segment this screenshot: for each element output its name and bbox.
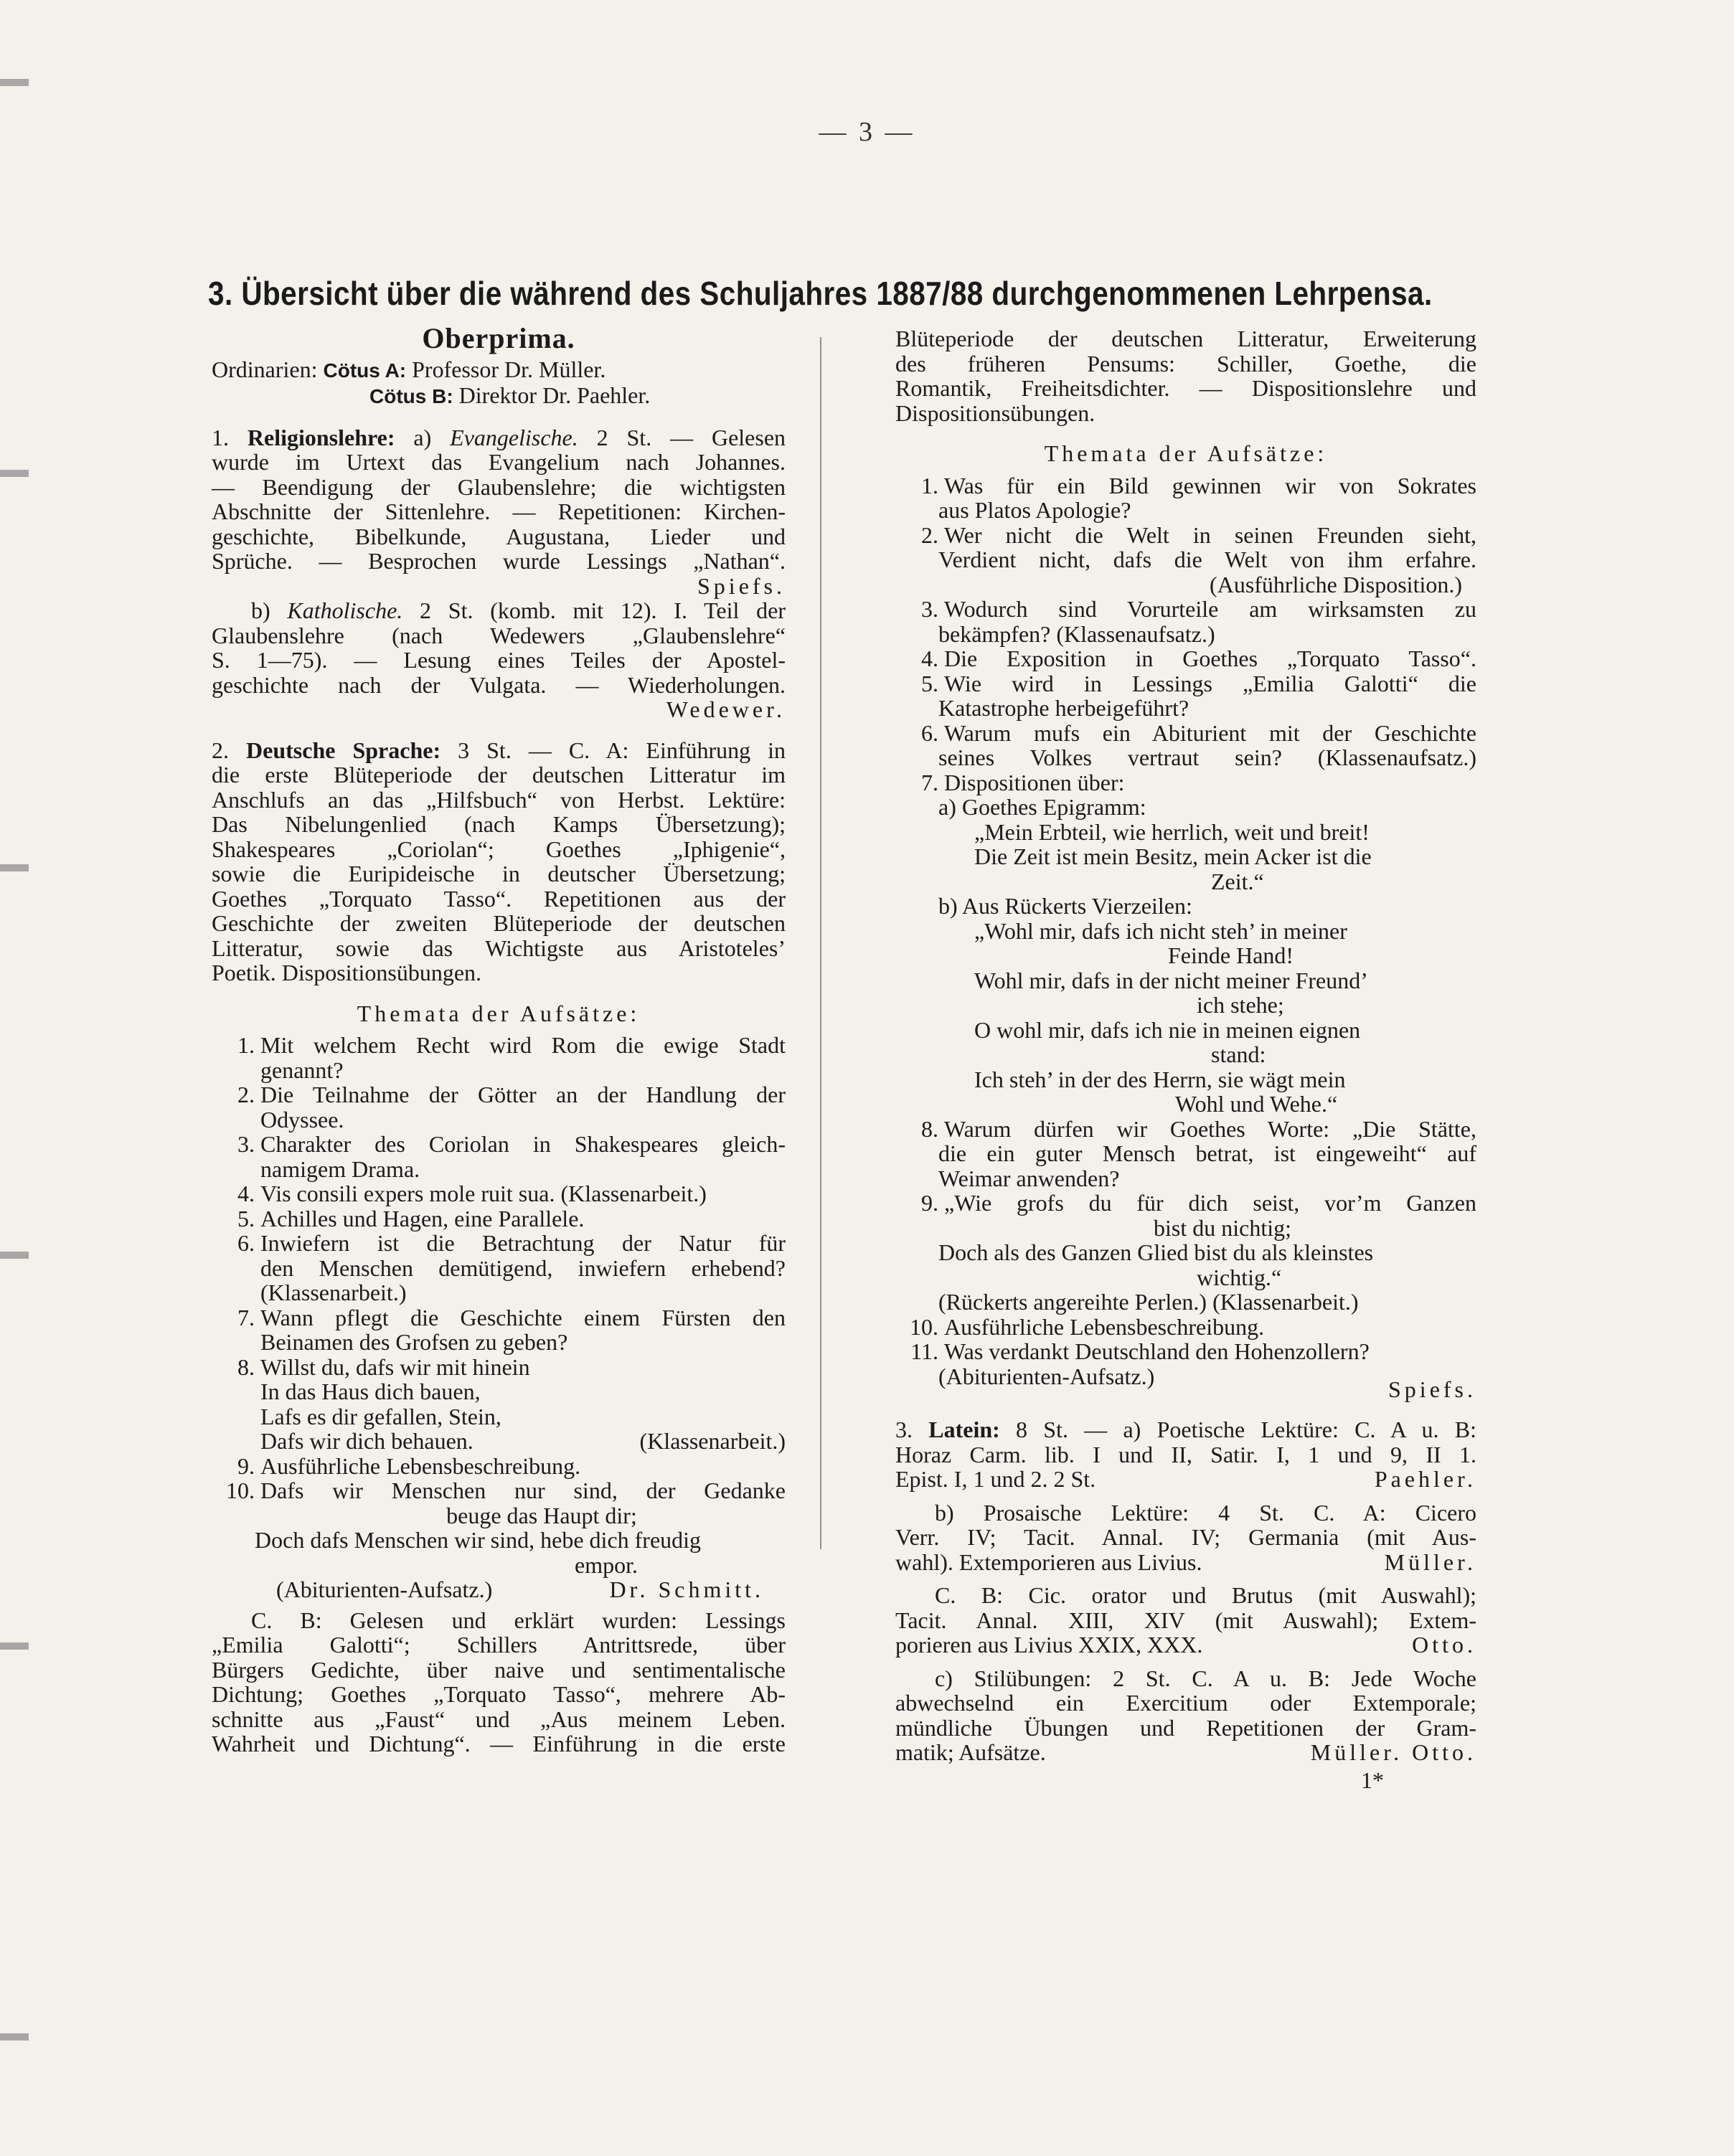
thema-number: 3. [921, 596, 938, 622]
thema10-note: (Abiturienten-Aufsatz.) [276, 1576, 493, 1602]
thema-item [212, 1280, 786, 1305]
thema-line: Wodurch sind Vorurteile am wirksamsten zu [944, 596, 1476, 622]
deutsch-title: Deutsche Sprache: [246, 737, 441, 763]
cb-line: Dichtung; Goethes „Torquato Tasso“, mehrere Ab- [212, 1681, 786, 1707]
column-divider [820, 337, 821, 1549]
cb-line: „Emilia Galotti“; Schillers Antrittsrede, über [212, 1632, 786, 1658]
thema-number: 5. [921, 670, 938, 696]
thema-line: Wann pflegt die Geschichte einem Fürsten den [260, 1304, 786, 1330]
thema-item [895, 721, 1476, 746]
deutsch-line: Litteratur, sowie das Wichtigste aus Aristoteles’ [212, 935, 786, 961]
thema-item [212, 1082, 786, 1107]
thema-line: Willst du, dafs wir mit hinein [260, 1353, 530, 1380]
thema9-text: Ausführliche Lebensbeschreibung. [260, 1452, 581, 1479]
thema-number [212, 1157, 260, 1182]
deutsch-line: Geschichte der zweiten Blüteperiode der deutschen [212, 910, 786, 936]
deutsch-line: die erste Blüteperiode der deutschen Litteratur im [212, 762, 786, 788]
latein-c-line: abwechselnd ein Exercitium oder Extemporale; [895, 1690, 1476, 1716]
themata-heading-right: Themata der Aufsätze: [1044, 440, 1328, 466]
thema-item [212, 1305, 786, 1330]
thema-number: 8. [921, 1115, 938, 1142]
latein-b-teacher: Müller. [1384, 1549, 1476, 1575]
thema-line: den Menschen demütigend, inwiefern erhebend? [260, 1254, 786, 1281]
coetus-b-person: Direktor Dr. Paehler. [458, 382, 651, 408]
religion-b-line: Glaubenslehre (nach Wedewers „Glaubenslehre“ [212, 622, 786, 648]
thema-line: namigem Drama. [260, 1155, 420, 1182]
verse-line: Wohl mir, dafs in der nicht meiner Freund’ [974, 967, 1368, 993]
thema-line: Beinamen des Grofsen zu geben? [260, 1329, 568, 1355]
latein-cb-line3 [895, 1632, 1476, 1658]
thema-line: Inwiefern ist die Betrachtung der Natur für [260, 1230, 786, 1256]
thema-line: Verdient nicht, dafs die Welt von ihm erfahre. [938, 547, 1476, 572]
thema-item [212, 1429, 786, 1454]
verse-line: ich stehe; [1197, 992, 1284, 1018]
thema-item [212, 1231, 786, 1256]
coetus-a-label: Cötus A: [323, 359, 407, 382]
latein-c-line: mündliche Übungen und Repetitionen der Gram- [895, 1714, 1476, 1741]
thema-line: (Klassenarbeit.) [260, 1280, 407, 1305]
religion-title: Religionslehre: [247, 424, 395, 450]
thema-number [212, 1404, 260, 1429]
latein-b-line: wahl). Extemporieren aus Livius. [895, 1549, 1202, 1575]
ordinarien-line [212, 357, 786, 384]
religion-b-teacher: Wedewer. [666, 696, 786, 722]
thema-line: Die Teilnahme der Götter an der Handlung der [260, 1082, 786, 1107]
thema-item [895, 523, 1476, 548]
thema11-teacher: Spiefs. [1388, 1376, 1476, 1402]
latein-number: 3. [895, 1417, 913, 1442]
thema-line: Charakter des Coriolan in Shakespeares gleich- [260, 1131, 786, 1157]
religion-number: 1. [212, 424, 229, 450]
thema-item [212, 1330, 786, 1355]
thema-number: 2. [237, 1082, 255, 1107]
thema-line: Lafs es dir gefallen, Stein, [260, 1403, 501, 1429]
thema-item [895, 1315, 1476, 1340]
thema-line: Katastrophe herbeigeführt? [938, 695, 1189, 721]
themata-heading-left: Themata der Aufsätze: [357, 1000, 641, 1026]
thema-note: (Ausführliche Disposition.) [1210, 571, 1462, 597]
thema9-number: 9. [237, 1452, 255, 1479]
thema-number: 10. [910, 1313, 938, 1340]
latein-cb-line: Tacit. Annal. XIII, XIV (mit Auswahl); Extem- [895, 1607, 1476, 1633]
intro-line: des früheren Pensums: Schiller, Goethe, die [895, 350, 1476, 377]
latein-line: Epist. I, 1 und 2. 2 St. [895, 1466, 1096, 1492]
cb-line: schnitte aus „Faust“ und „Aus meinem Leben. [212, 1706, 786, 1732]
thema-number: 4. [921, 646, 938, 671]
intro-line-last: Dispositionsübungen. [895, 399, 1095, 426]
latein-b-line: Verr. IV; Tacit. Annal. IV; Germania (mit Aus- [895, 1524, 1476, 1550]
thema-line: Warum dürfen wir Goethes Worte: „Die Stätte, [944, 1115, 1476, 1142]
thema8-last-line: Dafs wir dich behauen. [260, 1428, 473, 1454]
thema-line: wichtig.“ [1197, 1264, 1282, 1290]
thema-item [212, 1454, 786, 1479]
coetus-b-label: Cötus B: [369, 385, 453, 407]
deutsch-line: Goethes „Torquato Tasso“. Repetitionen aus der [212, 885, 786, 912]
latein-c-line: matik; Aufsätze. [895, 1739, 1046, 1765]
religion-a-line: — Beendigung der Glaubenslehre; die wichtigsten [212, 473, 786, 500]
deutsch-text-0: 3 St. — C. A: Einführung in [458, 737, 786, 763]
intro-line: Blüteperiode der deutschen Litteratur, Erweiterung [895, 326, 1476, 351]
religion-a-line: geschichte, Bibelkunde, Augustana, Lieder und [212, 523, 786, 549]
sheet-signature: 1* [1361, 1767, 1384, 1793]
verse-line: Ich steh’ in der des Herrn, sie wägt mein [974, 1066, 1346, 1092]
thema-line: Mit welchem Recht wird Rom die ewige Stadt [260, 1032, 786, 1058]
thema-number: 8. [237, 1353, 255, 1380]
thema-item [895, 597, 1476, 622]
thema-item [212, 1033, 786, 1058]
epigram-line: Zeit.“ [1211, 868, 1264, 894]
thema-line: Wer nicht die Welt in seinen Freunden sieht, [944, 521, 1476, 548]
thema-line: „Wie grofs du für dich seist, vor’m Ganzen [944, 1190, 1476, 1216]
religion-b-kind: Katholische. [287, 597, 403, 623]
coetus-b-line [212, 383, 786, 410]
thema-number: 1. [921, 472, 938, 498]
thema-number: 2. [921, 521, 938, 548]
latein-title: Latein: [928, 1417, 1000, 1442]
latein-b-line: b) Prosaische Lektüre: 4 St. C. A: Cicero [935, 1499, 1476, 1526]
thema-item [895, 770, 1476, 795]
thema-number: 11. [910, 1338, 938, 1364]
religion-a-teacher: Spiefs. [697, 572, 786, 599]
thema-item [212, 1181, 786, 1206]
thema8-note: (Klassenarbeit.) [639, 1428, 786, 1454]
thema-line: Warum mufs ein Abiturient mit der Geschichte [944, 719, 1476, 746]
thema-number: 4. [237, 1181, 255, 1206]
thema10-line: beuge das Haupt dir; [446, 1502, 637, 1528]
latein-c-line4 [895, 1740, 1476, 1765]
epigram-line: „Mein Erbteil, wie herrlich, weit und breit! [974, 818, 1370, 845]
thema-line: Die Exposition in Goethes „Torquato Tasso“. [944, 646, 1476, 671]
class-heading: Oberprima. [422, 322, 575, 354]
latein-cb-line: porieren aus Livius XXIX, XXX. [895, 1632, 1203, 1658]
latein-header-line [895, 1417, 1476, 1442]
thema-item [895, 1191, 1476, 1216]
left-column [212, 322, 786, 1757]
religion-a-line: wurde im Urtext das Evangelium nach Johannes. [212, 449, 786, 475]
right-column [895, 326, 1476, 1792]
thema-item [212, 1206, 786, 1231]
themata-list-left [212, 1033, 786, 1429]
thema-item [212, 1478, 786, 1503]
thema10-line: Doch dafs Menschen wir sind, hebe dich freudig [255, 1527, 702, 1553]
thema-line: aus Platos Apologie? [938, 497, 1131, 523]
deutsch-line: Das Nibelungenlied (nach Kamps Übersetzung); [212, 811, 786, 837]
latein-line3 [895, 1467, 1476, 1492]
thema-line: Wie wird in Lessings „Emilia Galotti“ die [944, 670, 1476, 696]
thema-line: Vis consili expers mole ruit sua. (Klassenarbeit.) [260, 1181, 707, 1206]
religion-b-header-line [212, 598, 786, 623]
thema-line: seines Volkes vertraut sein? (Klassenaufsatz.) [938, 744, 1476, 770]
thema-number [212, 1107, 260, 1133]
religion-a-line: Abschnitte der Sittenlehre. — Repetitionen: Kirchen- [212, 498, 786, 524]
thema10-footer [212, 1577, 786, 1602]
religion-b-line: S. 1—75). — Lesung eines Teiles der Apostel- [212, 647, 786, 673]
thema-item [212, 1404, 786, 1429]
religion-b-prefix: b) [251, 597, 270, 623]
religion-a-prefix: a) [413, 424, 432, 450]
thema-item [212, 1379, 786, 1404]
latein-line: 8 St. — a) Poetische Lektüre: C. A u. B: [1016, 1417, 1477, 1442]
latein-c-line: c) Stilübungen: 2 St. C. A u. B: Jede Woche [935, 1665, 1476, 1691]
thema-number [212, 1330, 260, 1355]
thema-item [895, 473, 1476, 498]
thema-item [212, 1256, 786, 1281]
thema10-line: empor. [575, 1551, 638, 1578]
religion-b-text-0: 2 St. (komb. mit 12). I. Teil der [420, 597, 786, 623]
thema-number: 3. [237, 1131, 255, 1157]
latein-teacher: Paehler. [1374, 1466, 1476, 1492]
thema-item [212, 1355, 786, 1380]
deutsch-header-line [212, 738, 786, 763]
thema-number: 1. [237, 1032, 255, 1058]
thema10-teacher: Dr. Schmitt. [609, 1576, 764, 1602]
thema10-line: Dafs wir Menschen nur sind, der Gedanke [260, 1477, 786, 1503]
thema-number: 7. [921, 769, 938, 795]
thema-line: (Abiturienten-Aufsatz.) [938, 1363, 1155, 1389]
thema-line: genannt? [260, 1056, 344, 1083]
thema-number: 5. [237, 1205, 255, 1231]
deutsch-line: Anschlufs an das „Hilfsbuch“ von Herbst. Lektüre: [212, 786, 786, 813]
page-title: 3. Übersicht über die während des Schuljahres 1887/88 durchgenommenen Lehrpensa. [208, 275, 1433, 312]
deutsch-line: sowie die Euripideische in deutscher Übersetzung; [212, 861, 786, 886]
thema-item [895, 1117, 1476, 1142]
verse-line: O wohl mir, dafs ich nie in meinen eignen [974, 1016, 1361, 1043]
verse-line: „Wohl mir, dafs ich nicht steh’ in meiner [974, 917, 1347, 944]
latein-c-teacher: Müller. Otto. [1310, 1739, 1476, 1765]
binding-mark [0, 470, 29, 477]
thema-line: (Rückerts angereihte Perlen.) (Klassenarbeit.) [938, 1289, 1359, 1315]
thema-line: Weimar anwenden? [938, 1165, 1120, 1191]
thema-line: Odyssee. [260, 1106, 344, 1133]
thema-item [895, 1339, 1476, 1364]
religion-b-line: geschichte nach der Vulgata. — Wiederholungen. [212, 671, 786, 698]
thema-number: 6. [921, 719, 938, 746]
thema-line: Dispositionen über: [944, 769, 1125, 795]
latein-b-line3 [895, 1550, 1476, 1575]
verse-line: Wohl und Wehe.“ [1175, 1091, 1338, 1117]
thema10-number: 10. [226, 1477, 255, 1503]
epigram-line: Die Zeit ist mein Besitz, mein Acker ist die [974, 843, 1372, 869]
thema-item [895, 646, 1476, 671]
thema-line: bist du nichtig; [1154, 1214, 1291, 1241]
thema-line: die ein guter Mensch betrat, ist eingeweiht“ auf [938, 1140, 1476, 1166]
binding-mark [0, 864, 29, 871]
intro-line: Romantik, Freiheitsdichter. — Dispositionslehre und [895, 375, 1476, 401]
thema-number [212, 1280, 260, 1305]
thema-line: Achilles und Hagen, eine Parallele. [260, 1205, 585, 1231]
binding-mark [0, 79, 29, 86]
thema-line: In das Haus dich bauen, [260, 1379, 481, 1404]
thema-number: 6. [237, 1230, 255, 1256]
thema-item [212, 1107, 786, 1133]
thema11-footer [895, 1364, 1476, 1402]
thema-item [895, 671, 1476, 696]
cb-line: Bürgers Gedichte, über naive und sentimentalische [212, 1656, 786, 1683]
religion-a-kind: Evangelische. [450, 424, 578, 450]
binding-mark [0, 1252, 29, 1259]
latein-cb-teacher: Otto. [1412, 1632, 1476, 1658]
thema-number [212, 1379, 260, 1404]
thema-number [212, 1058, 260, 1083]
thema7b-label: b) Aus Rückerts Vierzeilen: [938, 893, 1192, 919]
thema-line: Doch als des Ganzen Glied bist du als kleinstes [938, 1239, 1374, 1265]
verse-line: stand: [1211, 1041, 1266, 1067]
thema-line: Ausführliche Lebensbeschreibung. [944, 1313, 1265, 1340]
religion-header-line [212, 425, 786, 450]
thema-line: Was für ein Bild gewinnen wir von Sokrates [944, 472, 1476, 498]
cb-line: Wahrheit und Dichtung“. — Einführung in die erste [212, 1731, 786, 1757]
verse-line: Feinde Hand! [1168, 942, 1294, 968]
thema-item [212, 1132, 786, 1157]
thema-line: bekämpfen? (Klassenaufsatz.) [938, 620, 1215, 647]
religion-a-text-0: 2 St. — Gelesen [596, 424, 786, 450]
thema-number [212, 1256, 260, 1281]
thema-item [212, 1058, 786, 1083]
page-number: — 3 — [819, 117, 915, 147]
thema-item [212, 1157, 786, 1182]
thema-number: 9. [921, 1190, 938, 1216]
binding-mark [0, 2033, 29, 2041]
latein-cb-line: C. B: Cic. orator und Brutus (mit Auswahl); [935, 1582, 1476, 1608]
coetus-a-person: Professor Dr. Müller. [412, 356, 606, 382]
latein-line: Horaz Carm. lib. I und II, Satir. I, 1 und 9, II 1. [895, 1441, 1476, 1467]
deutsch-line-last: Poetik. Dispositionsübungen. [212, 960, 482, 985]
ordinarien-label: Ordinarien: [212, 356, 318, 382]
cb-line: C. B: Gelesen und erklärt wurden: Lessings [251, 1607, 786, 1633]
religion-a-line: Sprüche. — Besprochen wurde Lessings „Nathan“. [212, 548, 786, 574]
thema-line: Was verdankt Deutschland den Hohenzollern? [944, 1338, 1370, 1364]
deutsch-number: 2. [212, 737, 229, 763]
thema-number: 7. [237, 1304, 255, 1330]
binding-mark [0, 1642, 29, 1650]
thema7a-label: a) Goethes Epigramm: [938, 794, 1146, 820]
deutsch-line: Shakespeares „Coriolan“; Goethes „Iphigenie“, [212, 836, 786, 862]
